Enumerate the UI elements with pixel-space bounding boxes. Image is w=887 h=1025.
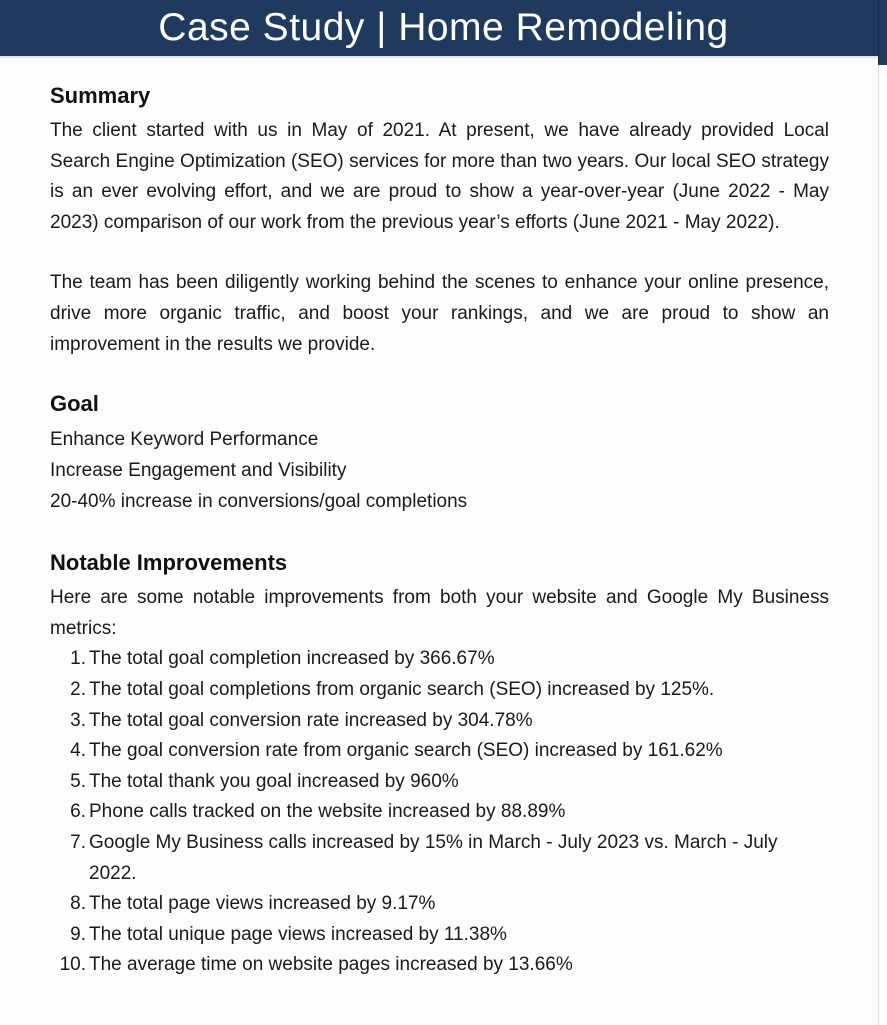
goal-list xyxy=(50,424,829,517)
summary-heading: Summary xyxy=(50,83,151,108)
list-item-text: The total thank you goal increased by 960% xyxy=(89,770,459,792)
page-title: Case Study | Home Remodeling xyxy=(158,6,729,49)
header-edge-artifact xyxy=(878,0,887,65)
list-item-number: 2. xyxy=(70,678,86,700)
header-divider xyxy=(0,56,878,58)
summary-paragraph-1: The client started with us in May of 2021. At present, we have already provided Local Search Engine Optimization (SEO) services for more than two years. Our local SEO strategy is an ever evolving effort, and we are proud to show a year-over-year (June 2022 - May 2023) comparison of our work from the previous year’s efforts (June 2021 - May 2022). xyxy=(50,120,829,233)
list-item xyxy=(50,889,829,920)
goal-item-2: Increase Engagement and Visibility xyxy=(50,460,347,482)
title-bar xyxy=(0,0,887,56)
list-item xyxy=(50,920,829,951)
list-item-number: 5. xyxy=(70,770,86,792)
list-item-number: 9. xyxy=(70,923,86,945)
list-item xyxy=(50,828,829,889)
list-item-text: The total goal completions from organic search (SEO) increased by 125%. xyxy=(89,678,715,700)
goal-heading: Goal xyxy=(50,391,99,417)
list-item xyxy=(50,644,829,675)
section-summary xyxy=(50,82,829,360)
goal-item-1: Enhance Keyword Performance xyxy=(50,429,319,451)
list-item xyxy=(50,706,829,737)
notable-improvements-intro: Here are some notable improvements from both your website and Google My Business metrics: xyxy=(50,587,829,639)
list-item-number: 3. xyxy=(70,709,86,731)
list-item xyxy=(50,797,829,828)
list-item-number: 8. xyxy=(70,893,86,915)
list-item-text: The total unique page views increased by 11.38% xyxy=(89,923,507,945)
list-item-text: The goal conversion rate from organic search (SEO) increased by 161.62% xyxy=(89,740,723,762)
list-item-text: The total goal completion increased by 366.67% xyxy=(89,648,495,670)
list-item-number: 4. xyxy=(70,740,86,762)
list-item-text: Google My Business calls increased by 15% in March - July 2023 vs. March - July 2022. xyxy=(89,831,778,884)
list-item-text: Phone calls tracked on the website increased by 88.89% xyxy=(89,801,566,823)
list-item xyxy=(50,736,829,767)
page-edge-line xyxy=(878,65,879,1025)
section-goal xyxy=(50,390,829,517)
list-item-number: 1. xyxy=(70,648,86,670)
section-notable-improvements xyxy=(50,549,829,981)
list-item-text: The average time on website pages increased by 13.66% xyxy=(89,954,573,976)
list-item xyxy=(50,767,829,798)
list-item-text: The total goal conversion rate increased by 304.78% xyxy=(89,709,533,731)
improvements-list xyxy=(50,644,829,981)
summary-paragraph-2: The team has been diligently working behind the scenes to enhance your online presence, drive more organic traffic, and boost your rankings, and we are proud to show an improvement in the results we provide. xyxy=(50,272,829,355)
list-item-number: 6. xyxy=(70,801,86,823)
list-item-number: 7. xyxy=(70,831,86,853)
list-item-text: The total page views increased by 9.17% xyxy=(89,893,436,915)
goal-item-3: 20-40% increase in conversions/goal completions xyxy=(50,491,468,513)
list-item-number: 10. xyxy=(59,954,86,976)
notable-improvements-heading: Notable Improvements xyxy=(50,550,288,576)
list-item xyxy=(50,950,829,981)
document-body xyxy=(0,82,879,981)
list-item xyxy=(50,675,829,706)
